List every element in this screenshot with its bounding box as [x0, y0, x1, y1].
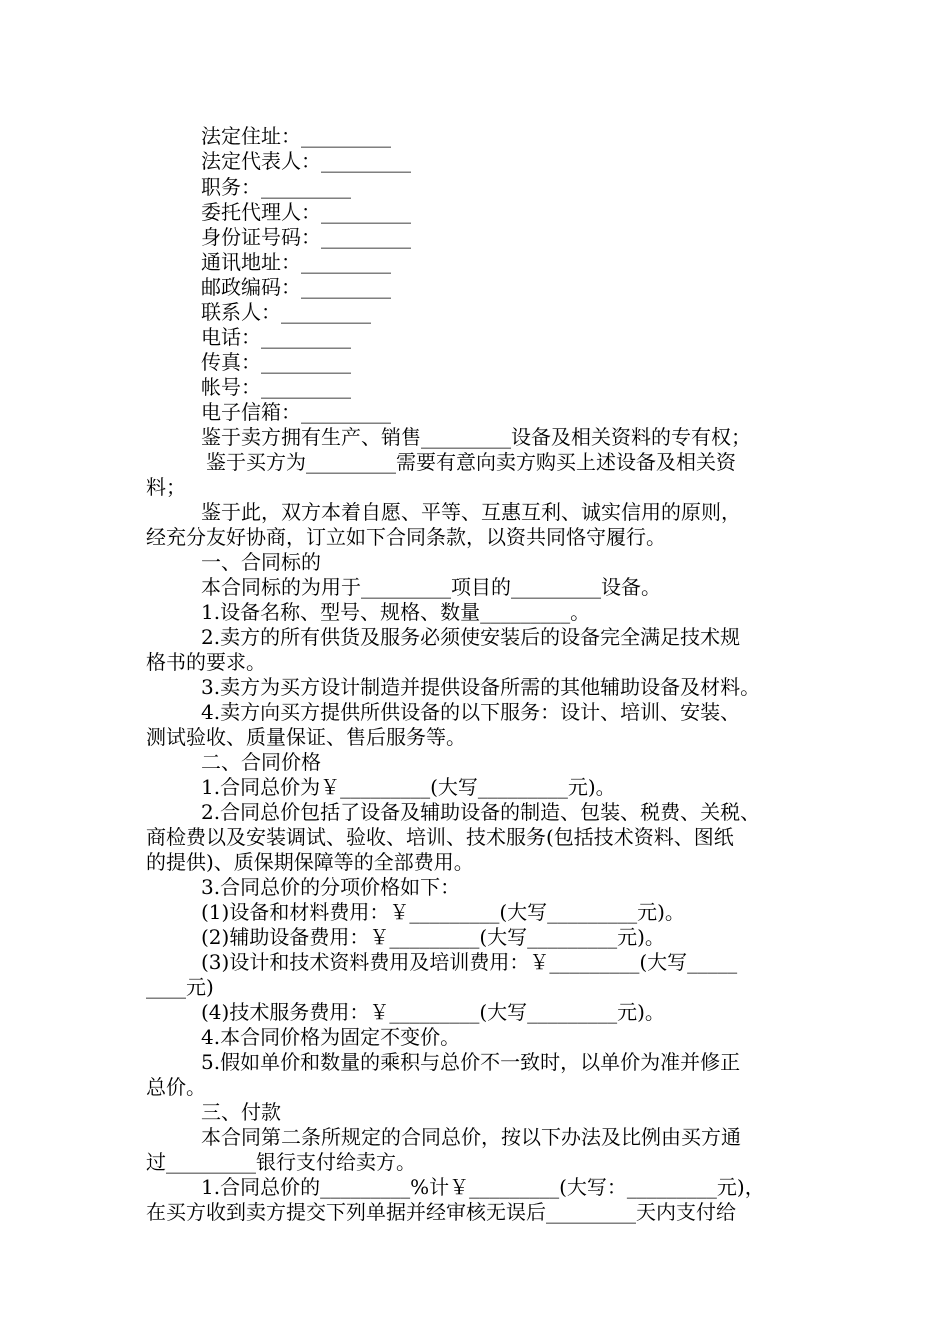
text-line: 1.设备名称、型号、规格、数量_________。 [201, 600, 591, 624]
text-line: 5.假如单价和数量的乘积与总价不一致时，以单价为准并修正 [201, 1050, 741, 1074]
text-line: 法定住址：_________ [201, 124, 391, 148]
text-line: 鉴于此，双方本着自愿、平等、互惠互利、诚实信用的原则， [201, 500, 741, 524]
text-line: 委托代理人：_________ [201, 200, 411, 224]
text-line: 4.卖方向买方提供所供设备的以下服务：设计、培训、安装、 [201, 700, 741, 724]
text-line: 传真：_________ [201, 350, 351, 374]
text-line: 电话：_________ [201, 325, 351, 349]
text-line: 1.合同总价为￥_________(大写_________元)。 [201, 775, 616, 799]
text-line: 测试验收、质量保证、售后服务等。 [146, 725, 466, 749]
text-line: 身份证号码：_________ [201, 225, 411, 249]
text-line: 3.卖方为买方设计制造并提供设备所需的其他辅助设备及材料。 [201, 675, 761, 699]
text-line: 法定代表人：_________ [201, 149, 411, 173]
text-line: 鉴于买方为_________需要有意向卖方购买上述设备及相关资 [206, 450, 736, 474]
text-line: 通讯地址：_________ [201, 250, 391, 274]
text-line: 3.合同总价的分项价格如下： [201, 875, 461, 899]
text-line: 总价。 [146, 1075, 206, 1099]
text-line: 2.合同总价包括了设备及辅助设备的制造、包装、税费、关税、 [201, 800, 761, 824]
text-line: 2.卖方的所有供货及服务必须使安装后的设备完全满足技术规 [201, 625, 741, 649]
text-line: (2)辅助设备费用：￥_________(大写_________元)。 [201, 925, 665, 949]
text-line: 本合同标的为用于_________项目的_________设备。 [201, 575, 661, 599]
text-line: 1.合同总价的_________%计￥_________(大写：_________元)， [201, 1175, 765, 1199]
text-line: 经充分友好协商，订立如下合同条款，以资共同恪守履行。 [146, 525, 666, 549]
section-heading: 二、合同价格 [201, 750, 321, 774]
text-line: 的提供)、质保期保障等的全部费用。 [146, 850, 474, 874]
text-line: 4.本合同价格为固定不变价。 [201, 1025, 461, 1049]
text-line: (3)设计和技术资料费用及培训费用：￥_________(大写_____ [201, 950, 738, 974]
text-line: ____元) [146, 975, 214, 999]
text-line: 职务：_________ [201, 175, 351, 199]
text-line: 过_________银行支付给卖方。 [146, 1150, 416, 1174]
text-line: 料； [146, 475, 186, 499]
text-line: 在买方收到卖方提交下列单据并经审核无误后_________天内支付给 [146, 1200, 736, 1224]
text-line: (4)技术服务费用：￥_________(大写_________元)。 [201, 1000, 665, 1024]
section-heading: 一、合同标的 [201, 550, 321, 574]
text-line: 邮政编码：_________ [201, 275, 391, 299]
text-line: 本合同第二条所规定的合同总价，按以下办法及比例由买方通 [201, 1125, 741, 1149]
text-line: 联系人：_________ [201, 300, 371, 324]
text-line: 商检费以及安装调试、验收、培训、技术服务(包括技术资料、图纸 [146, 825, 734, 849]
text-line: 电子信箱：_________ [201, 400, 391, 424]
text-line: 鉴于卖方拥有生产、销售_________设备及相关资料的专有权； [201, 425, 751, 449]
section-heading: 三、付款 [201, 1100, 281, 1124]
text-line: 格书的要求。 [146, 650, 266, 674]
text-line: 帐号：_________ [201, 375, 351, 399]
text-line: (1)设备和材料费用：￥_________(大写_________元)。 [201, 900, 685, 924]
